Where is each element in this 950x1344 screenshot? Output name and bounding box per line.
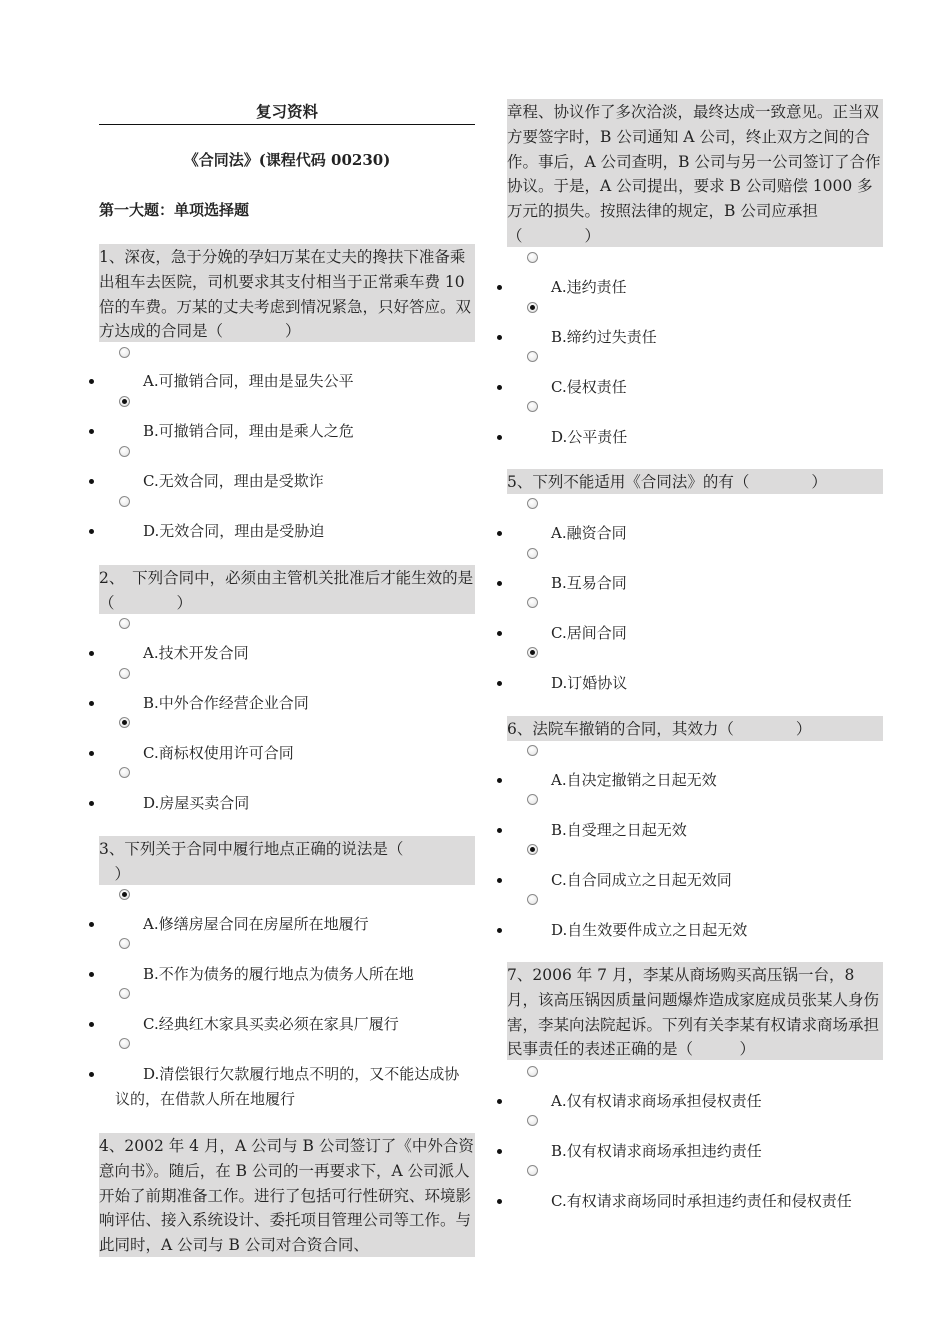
q1-option-b-radio[interactable] bbox=[119, 396, 130, 407]
bullet-icon bbox=[89, 751, 94, 756]
q6-option-b-radio[interactable] bbox=[527, 794, 538, 805]
bullet-icon bbox=[89, 1072, 94, 1077]
bullet-icon bbox=[497, 1149, 502, 1154]
q5-option-b-label[interactable]: B.互易合同 bbox=[551, 574, 627, 592]
title-divider bbox=[99, 124, 475, 125]
question-7-text: 7、2006 年 7 月，李某从商场购买高压锅一台，8 月，该高压锅因质量问题爆炸造成家庭成员张某人身伤害，李某向法院起诉。下列有关李某有权请求商场承担民事责任的表述正确的是（ ） bbox=[507, 966, 880, 1059]
q4-option-b-label[interactable]: B.缔约过失责任 bbox=[551, 328, 657, 346]
bullet-icon bbox=[497, 631, 502, 636]
bullet-icon bbox=[497, 335, 502, 340]
q3-option-b-radio[interactable] bbox=[119, 938, 130, 949]
bullet-icon bbox=[89, 701, 94, 706]
bullet-icon bbox=[497, 828, 502, 833]
question-7-stem bbox=[507, 962, 883, 1060]
q3-option-c-label[interactable]: C.经典红木家具买卖必须在家具厂履行 bbox=[143, 1015, 399, 1033]
q1-option-d-radio[interactable] bbox=[119, 496, 130, 507]
q1-option-b-label[interactable]: B.可撤销合同，理由是乘人之危 bbox=[143, 422, 354, 440]
bullet-icon bbox=[497, 285, 502, 290]
q7-option-c-label[interactable]: C.有权请求商场同时承担违约责任和侵权责任 bbox=[551, 1192, 852, 1210]
bullet-icon bbox=[89, 972, 94, 977]
q2-option-a-label[interactable]: A.技术开发合同 bbox=[143, 644, 249, 662]
q2-option-b-radio[interactable] bbox=[119, 668, 130, 679]
q6-option-d-radio[interactable] bbox=[527, 894, 538, 905]
q5-option-d-label[interactable]: D.订婚协议 bbox=[551, 674, 628, 692]
q6-option-b-label[interactable]: B.自受理之日起无效 bbox=[551, 821, 687, 839]
q5-option-c-label[interactable]: C.居间合同 bbox=[551, 624, 627, 642]
bullet-icon bbox=[497, 385, 502, 390]
q1-option-d-label[interactable]: D.无效合同，理由是受胁迫 bbox=[143, 522, 325, 540]
question-6-text: 6、法院车撤销的合同，其效力（ ） bbox=[507, 720, 812, 738]
q5-option-b-radio[interactable] bbox=[527, 548, 538, 559]
q2-option-a-radio[interactable] bbox=[119, 618, 130, 629]
q4-option-d-radio[interactable] bbox=[527, 401, 538, 412]
q2-option-b-label[interactable]: B.中外合作经营企业合同 bbox=[143, 694, 309, 712]
q3-option-b-label[interactable]: B.不作为债务的履行地点为债务人所在地 bbox=[143, 965, 414, 983]
bullet-icon bbox=[89, 1022, 94, 1027]
bullet-icon bbox=[497, 928, 502, 933]
question-3-text: 3、下列关于合同中履行地点正确的说法是（ ） bbox=[99, 840, 404, 883]
q2-option-d-label[interactable]: D.房屋买卖合同 bbox=[143, 794, 250, 812]
q2-option-c-label[interactable]: C.商标权使用许可合同 bbox=[143, 744, 294, 762]
bullet-icon bbox=[497, 1099, 502, 1104]
bullet-icon bbox=[497, 1199, 502, 1204]
q3-option-a-label[interactable]: A.修缮房屋合同在房屋所在地履行 bbox=[143, 915, 369, 933]
q7-option-c-radio[interactable] bbox=[527, 1165, 538, 1176]
bullet-icon bbox=[89, 922, 94, 927]
q2-option-d-radio[interactable] bbox=[119, 767, 130, 778]
q5-option-a-radio[interactable] bbox=[527, 498, 538, 509]
q7-option-b-label[interactable]: B.仅有权请求商场承担违约责任 bbox=[551, 1142, 762, 1160]
bullet-icon bbox=[89, 479, 94, 484]
bullet-icon bbox=[497, 681, 502, 686]
q4-option-c-radio[interactable] bbox=[527, 351, 538, 362]
q7-option-a-radio[interactable] bbox=[527, 1066, 538, 1077]
question-4-stem-part-1 bbox=[99, 1133, 475, 1257]
question-4-stem-part-2 bbox=[507, 99, 883, 247]
bullet-icon bbox=[89, 429, 94, 434]
q6-option-a-label[interactable]: A.自决定撤销之日起无效 bbox=[551, 771, 717, 789]
bullet-icon bbox=[89, 651, 94, 656]
q6-option-a-radio[interactable] bbox=[527, 745, 538, 756]
question-4-text-part-1: 4、2002 年 4 月，A 公司与 B 公司签订了《中外合资意向书》。随后，在 B 公司的一再要求下，A 公司派人开始了前期准备工作。进行了包括可行性研究、环境影响评估、接入系统设计、委托项目管理公司等工作。与此同时，A 公司与 B 公司对合资合同、 bbox=[99, 1137, 474, 1255]
q3-option-d-label[interactable]: D.清偿银行欠款履行地点不明的，又不能达成协议的，在借款人所在地履行 bbox=[115, 1065, 460, 1108]
section-heading: 第一大题：单项选择题 bbox=[99, 201, 250, 219]
q6-option-d-label[interactable]: D.自生效要件成立之日起无效 bbox=[551, 921, 748, 939]
bullet-icon bbox=[497, 581, 502, 586]
bullet-icon bbox=[497, 531, 502, 536]
q1-option-a-radio[interactable] bbox=[119, 347, 130, 358]
q4-option-a-radio[interactable] bbox=[527, 252, 538, 263]
q4-option-d-label[interactable]: D.公平责任 bbox=[551, 428, 628, 446]
q3-option-a-radio[interactable] bbox=[119, 889, 130, 900]
q4-option-b-radio[interactable] bbox=[527, 302, 538, 313]
bullet-icon bbox=[89, 801, 94, 806]
q6-option-c-label[interactable]: C.自合同成立之日起无效同 bbox=[551, 871, 732, 889]
q6-option-c-radio[interactable] bbox=[527, 844, 538, 855]
q5-option-d-radio[interactable] bbox=[527, 647, 538, 658]
bullet-icon bbox=[89, 529, 94, 534]
q3-option-c-radio[interactable] bbox=[119, 988, 130, 999]
question-4-text-part-2: 章程、协议作了多次洽淡，最终达成一致意见。正当双方要签字时，B 公司通知 A 公司，终止双方之间的合作。事后，A 公司查明，B 公司与另一公司签订了合作协议。于是，A 公司提出，要求 B 公司赔偿 1000 多万元的损失。按照法律的规定，B 公司应承担（ ） bbox=[507, 103, 881, 245]
q1-option-a-label[interactable]: A.可撤销合同，理由是显失公平 bbox=[143, 372, 354, 390]
document-title: 复习资料 bbox=[255, 102, 318, 121]
question-5-text: 5、下列不能适用《合同法》的有（ ） bbox=[507, 473, 827, 491]
question-3-stem bbox=[99, 836, 475, 885]
q4-option-c-label[interactable]: C.侵权责任 bbox=[551, 378, 627, 396]
document-subtitle: 《合同法》(课程代码 00230) bbox=[183, 151, 391, 169]
bullet-icon bbox=[497, 778, 502, 783]
q2-option-c-radio[interactable] bbox=[119, 717, 130, 728]
question-5-stem bbox=[507, 469, 883, 494]
bullet-icon bbox=[497, 878, 502, 883]
q3-option-d-radio[interactable] bbox=[119, 1038, 130, 1049]
question-2-stem bbox=[99, 565, 475, 614]
q5-option-a-label[interactable]: A.融资合同 bbox=[551, 524, 627, 542]
q4-option-a-label[interactable]: A.违约责任 bbox=[551, 278, 627, 296]
question-1-stem bbox=[99, 244, 475, 342]
q7-option-a-label[interactable]: A.仅有权请求商场承担侵权责任 bbox=[551, 1092, 762, 1110]
question-1-text: 1、深夜，急于分娩的孕妇万某在丈夫的搀扶下准备乘出租车去医院，司机要求其支付相当于正常乘车费 10 倍的车费。万某的丈夫考虑到情况紧急，只好答应。双方达成的合同是（ ） bbox=[99, 248, 472, 341]
bullet-icon bbox=[497, 435, 502, 440]
question-2-text: 2、 下列合同中，必须由主管机关批准后才能生效的是（ ） bbox=[99, 569, 474, 612]
q7-option-b-radio[interactable] bbox=[527, 1115, 538, 1126]
question-6-stem bbox=[507, 716, 883, 741]
q5-option-c-radio[interactable] bbox=[527, 597, 538, 608]
q1-option-c-label[interactable]: C.无效合同，理由是受欺诈 bbox=[143, 472, 324, 490]
q1-option-c-radio[interactable] bbox=[119, 446, 130, 457]
bullet-icon bbox=[89, 379, 94, 384]
